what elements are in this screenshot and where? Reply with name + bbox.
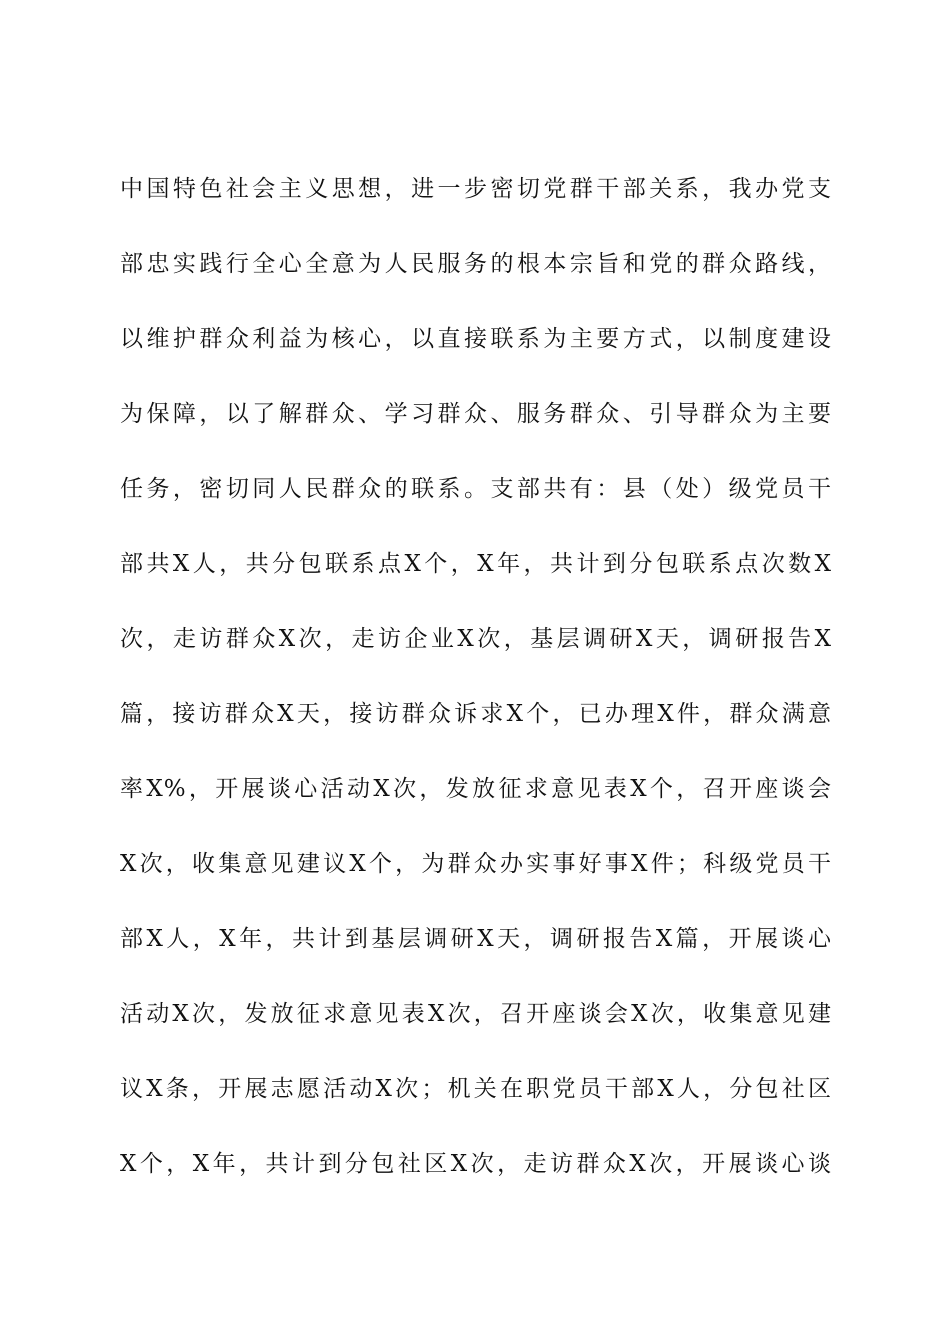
text-line: X次，收集意见建议X个，为群众办实事好事X件；科级党员干: [120, 851, 832, 877]
text-line: 中国特色社会主义思想，进一步密切党群干部关系，我办党支: [120, 176, 832, 202]
text-line: X个，X年，共计到分包社区X次，走访群众X次，开展谈心谈: [120, 1151, 832, 1177]
text-line: 议X条，开展志愿活动X次；机关在职党员干部X人，分包社区: [120, 1076, 832, 1102]
text-line: 为保障，以了解群众、学习群众、服务群众、引导群众为主要: [120, 401, 832, 427]
text-line: 部忠实践行全心全意为人民服务的根本宗旨和党的群众路线，: [120, 251, 832, 277]
text-line: 部X人，X年，共计到基层调研X天，调研报告X篇，开展谈心: [120, 926, 832, 952]
body-paragraph: [120, 164, 832, 1214]
text-line: 活动X次，发放征求意见表X次，召开座谈会X次，收集意见建: [120, 1001, 832, 1027]
text-line: 以维护群众利益为核心，以直接联系为主要方式，以制度建设: [120, 326, 832, 352]
text-line: 任务，密切同人民群众的联系。支部共有：县（处）级党员干: [120, 476, 832, 502]
text-line: 次，走访群众X次，走访企业X次，基层调研X天，调研报告X: [120, 626, 832, 652]
text-line: 篇，接访群众X天，接访群众诉求X个，已办理X件，群众满意: [120, 701, 832, 727]
text-line: 部共X人，共分包联系点X个，X年，共计到分包联系点次数X: [120, 551, 832, 577]
text-line: 率X%，开展谈心活动X次，发放征求意见表X个，召开座谈会: [120, 776, 832, 802]
